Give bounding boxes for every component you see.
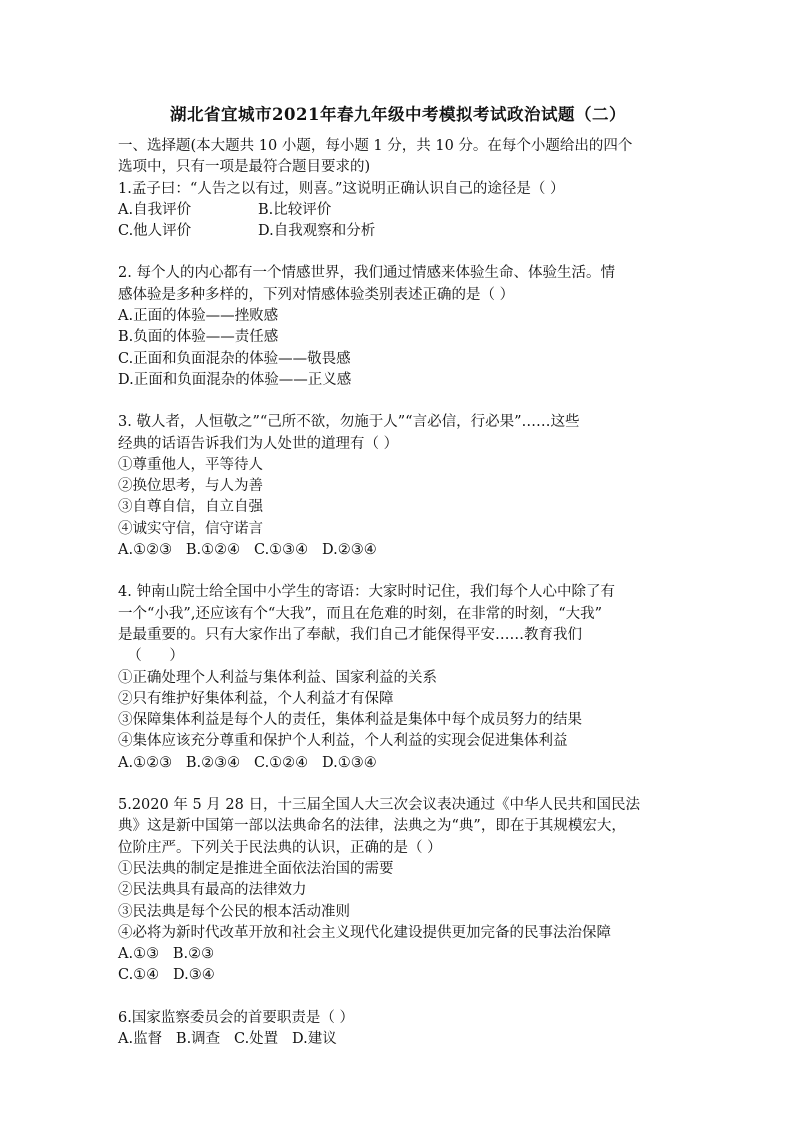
question-5-item-3: ③民法典是每个公民的根本活动准则 (118, 903, 350, 920)
question-4-item-3: ③保障集体利益是每个人的责任，集体利益是集体中每个成员努力的结果 (118, 712, 582, 729)
option-b: B.比较评价 (258, 201, 332, 218)
question-4-blank: （ ） (118, 648, 184, 665)
question-3-item-4: ④诚实守信，信守诺言 (118, 520, 263, 537)
question-5-stem-cont: 位阶庄严。下列关于民法典的认识，正确的是（ ） (118, 839, 442, 856)
question-5-options-2: C.①④ D.③④ (118, 967, 215, 984)
question-3-stem: 3. 敬人者，人恒敬之”“己所不欲，勿施于人”“言必信，行必果”……这些 (118, 414, 580, 431)
question-3-item-1: ①尊重他人，平等待人 (118, 456, 263, 473)
page-title: 湖北省宜城市2021年春九年级中考模拟考试政治试题（二） (170, 105, 626, 124)
question-3-item-3: ③自尊自信，自立自强 (118, 499, 263, 516)
question-5-stem: 5.2020 年 5 月 28 日，十三届全国人大三次会议表决通过《中华人民共和国民法 (118, 797, 640, 814)
option-a: A.自我评价 (118, 201, 192, 218)
question-2-option-c: C.正面和负面混杂的体验——敬畏感 (118, 350, 351, 367)
question-2-option-b: B.负面的体验——责任感 (118, 329, 279, 346)
question-5-item-4: ④必将为新时代改革开放和社会主义现代化建设提供更加完备的民事法治保障 (118, 924, 611, 941)
question-6-options: A.监督 B.调查 C.处置 D.建议 (118, 1030, 337, 1047)
question-1-stem: 1.孟子曰：“人告之以有过，则喜。”这说明正确认识自己的途径是（ ） (118, 180, 565, 197)
question-3-options: A.①②③ B.①②④ C.①③④ D.②③④ (118, 542, 377, 559)
exam-page (118, 104, 678, 1050)
question-4-item-2: ②只有维护好集体利益，个人利益才有保障 (118, 690, 394, 707)
question-1-options-cd (118, 221, 678, 242)
question-5-item-2: ②民法典具有最高的法律效力 (118, 882, 307, 899)
question-2-stem-cont: 感体验是多种多样的，下列对情感体验类别表述正确的是（ ） (118, 286, 515, 303)
question-4-item-4: ④集体应该充分尊重和保护个人利益，个人利益的实现会促进集体利益 (118, 733, 568, 750)
question-1-options-ab (118, 200, 678, 221)
question-4-stem-cont: 是最重要的。只有大家作出了奉献，我们自己才能保得平安……教育我们 (118, 626, 582, 643)
question-4-item-1: ①正确处理个人利益与集体利益、国家利益的关系 (118, 669, 437, 686)
question-3-item-2: ②换位思考，与人为善 (118, 478, 263, 495)
section-header: 一、选择题(本大题共 10 小题，每小题 1 分，共 10 分。在每个小题给出的四个 (118, 138, 633, 154)
section-header-cont: 选项中，只有一项是最符合题目要求的) (118, 159, 371, 176)
question-5-item-1: ①民法典的制定是推进全面依法治国的需要 (118, 860, 394, 877)
question-4-options: A.①②③ B.②③④ C.①②④ D.①③④ (118, 754, 377, 771)
question-2-stem: 2. 每个人的内心都有一个情感世界，我们通过情感来体验生命、体验生活。情 (118, 265, 615, 282)
question-4-stem: 4. 钟南山院士给全国中小学生的寄语：大家时时记住，我们每个人心中除了有 (118, 584, 615, 601)
question-2-option-a: A.正面的体验——挫败感 (118, 308, 279, 325)
question-6-stem: 6.国家监察委员会的首要职责是（ ） (118, 1009, 354, 1026)
question-3-stem-cont: 经典的话语告诉我们为人处世的道理有（ ） (118, 435, 399, 452)
option-c: C.他人评价 (118, 223, 192, 240)
question-2-option-d: D.正面和负面混杂的体验——正义感 (118, 371, 352, 388)
question-4-stem-cont: 一个“小我”,还应该有个“大我”，而且在危难的时刻，在非常的时刻，“大我” (118, 605, 603, 622)
question-5-stem-cont: 典》这是新中国第一部以法典命名的法律，法典之为“典”，即在于其规模宏大， (118, 818, 626, 835)
question-5-options-1: A.①③ B.②③ (118, 946, 215, 963)
option-d: D.自我观察和分析 (258, 223, 376, 240)
